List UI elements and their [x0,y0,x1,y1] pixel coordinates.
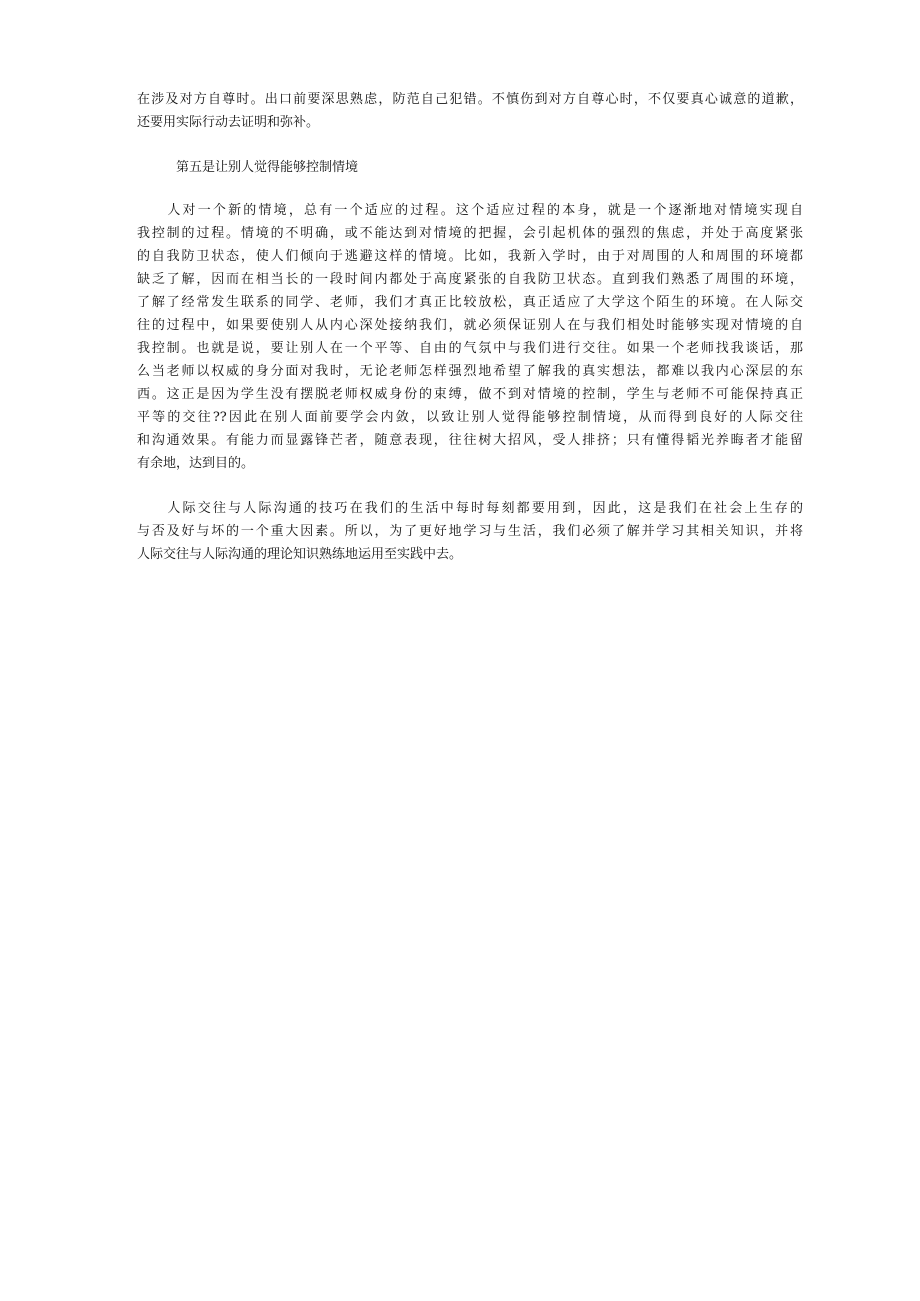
text-line: 人际交往与人际沟通的理论知识熟练地运用至实践中去。 [137,547,463,562]
text-line: 么当老师以权威的身分面对我时，无论老师怎样强烈地希望了解我的真实想法，都难以我内心深层的东 [137,364,803,379]
text-line: 还要用实际行动去证明和弥补。 [137,115,320,130]
paragraph-control-situation [137,199,803,475]
text-line: 人对一个新的情境，总有一个适应的过程。这个适应过程的本身，就是一个逐渐地对情境实现自 [137,203,803,218]
text-line: 西。这正是因为学生没有摆脱老师权威身份的束缚，做不到对情境的控制，学生与老师不可能保持真正 [137,387,803,402]
text-line: 有余地，达到目的。 [137,456,255,471]
text-line: 平等的交往??因此在别人面前要学会内敛，以致让别人觉得能够控制情境，从而得到良好的人际交往 [137,410,803,425]
document-page [137,88,803,566]
text-line: 了解了经常发生联系的同学、老师，我们才真正比较放松，真正适应了大学这个陌生的环境。在人际交 [137,295,803,310]
text-line: 在涉及对方自尊时。出口前要深思熟虑，防范自己犯错。不慎伤到对方自尊心时，不仅要真心诚意的道歉， [137,92,803,107]
text-line: 与否及好与坏的一个重大因素。所以，为了更好地学习与生活，我们必须了解并学习其相关知识，并将 [137,524,803,539]
text-line: 人际交往与人际沟通的技巧在我们的生活中每时每刻都要用到，因此，这是我们在社会上生存的 [137,501,803,516]
text-line: 往的过程中，如果要使别人从内心深处接纳我们，就必须保证别人在与我们相处时能够实现对情境的自 [137,318,803,333]
text-line: 和沟通效果。有能力而显露锋芒者，随意表现，往往树大招风，受人排挤；只有懂得韬光养晦者才能留 [137,433,803,448]
text-line: 我控制的过程。情境的不明确，或不能达到对情境的把握，会引起机体的强烈的焦虑，并处于高度紧张 [137,226,803,241]
text-line: 缺乏了解，因而在相当长的一段时间内都处于高度紧张的自我防卫状态。直到我们熟悉了周围的环境， [137,272,803,287]
paragraph-apology [137,88,803,134]
text-line: 我控制。也就是说，要让别人在一个平等、自由的气氛中与我们进行交往。如果一个老师找我谈话，那 [137,341,803,356]
text-line: 的自我防卫状态，使人们倾向于逃避这样的情境。比如，我新入学时，由于对周围的人和周围的环境都 [137,249,803,264]
section-heading: 第五是让别人觉得能够控制情境 [176,160,359,175]
paragraph-conclusion [137,497,803,566]
